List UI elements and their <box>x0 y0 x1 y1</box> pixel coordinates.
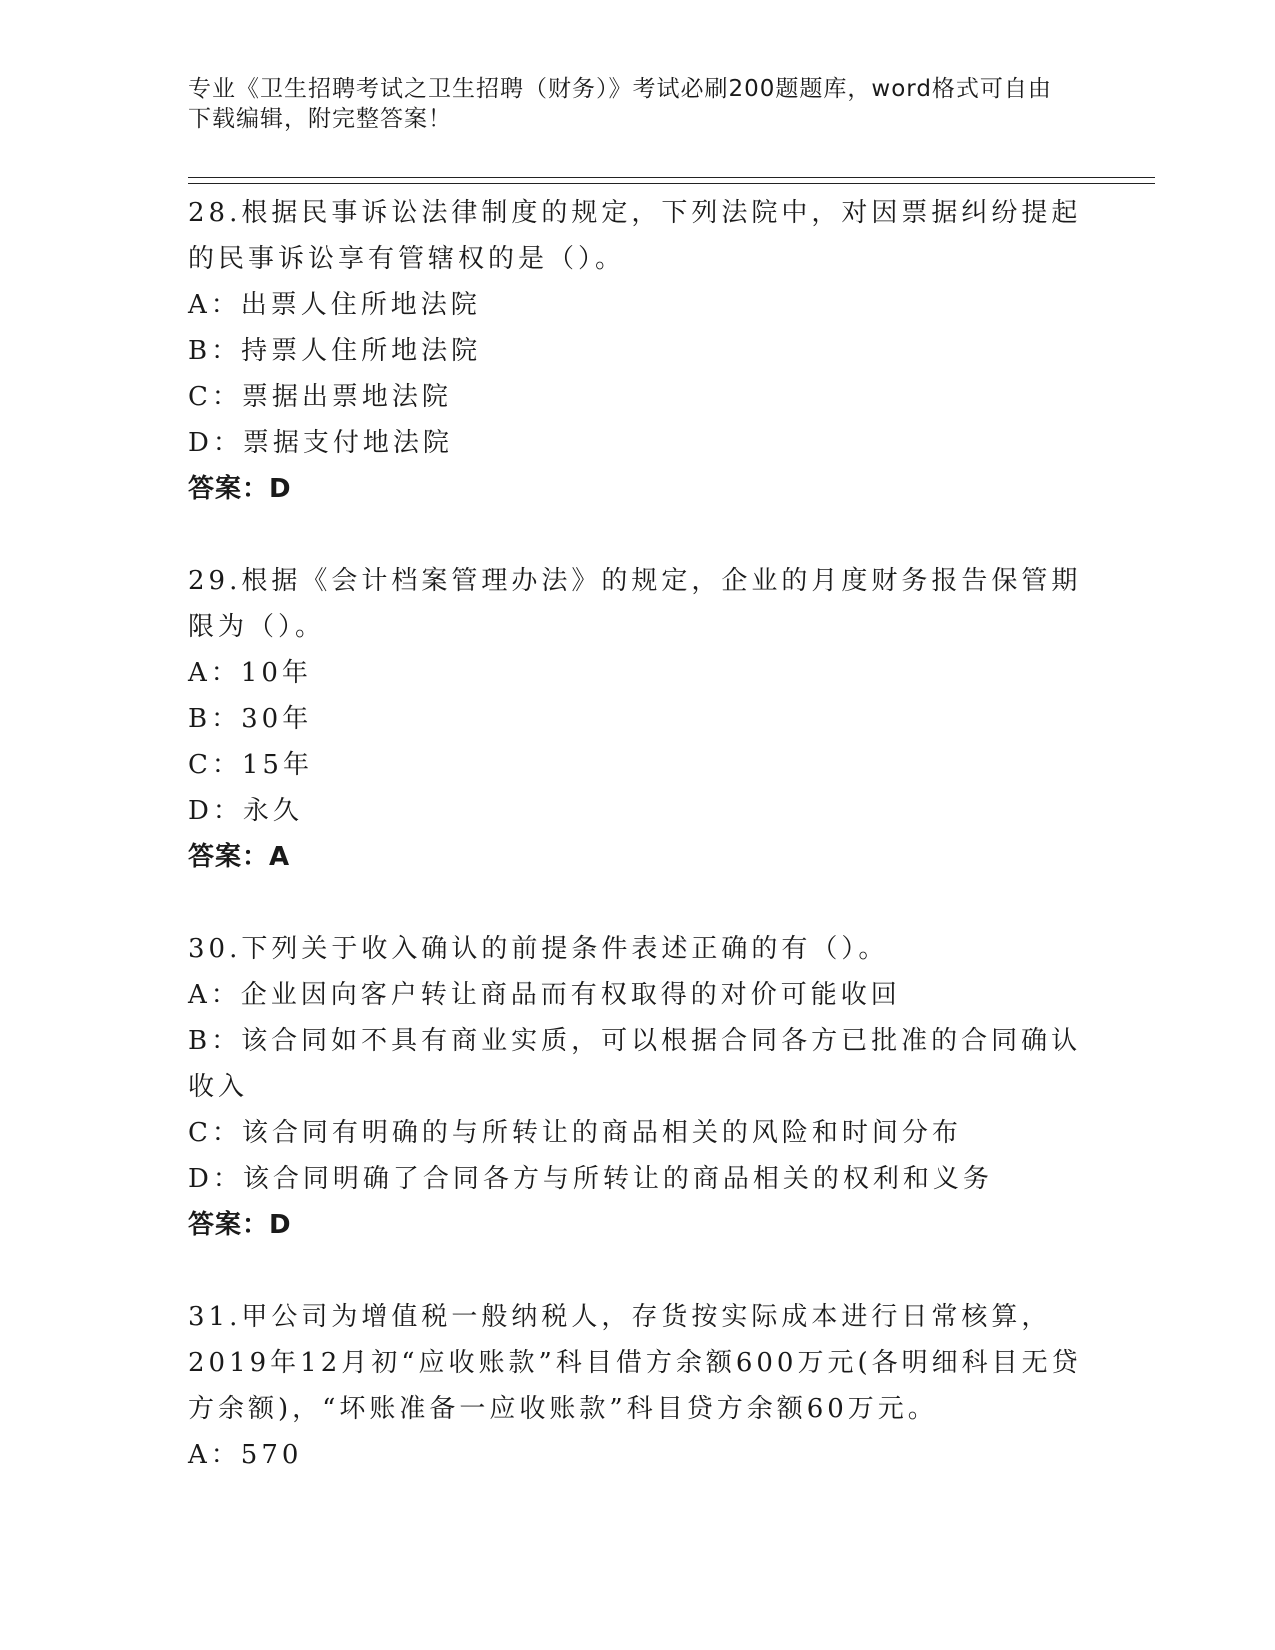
spacer <box>188 1248 1088 1294</box>
option-a: A：企业因向客户转让商品而有权取得的对价可能收回 <box>188 980 901 1010</box>
header-divider-top <box>188 177 1155 178</box>
question-item <box>188 190 1088 512</box>
option-c: C：15年 <box>188 750 313 780</box>
answer-line: 答案：D <box>188 1210 292 1240</box>
question-item <box>188 1294 1088 1478</box>
question-stem: 31.甲公司为增值税一般纳税人，存货按实际成本进行日常核算，2019年12月初“应收账款”科目借方余额600万元(各明细科目无贷方余额)，“坏账准备一应收账款”科目贷方余额60万元。 <box>188 1302 1082 1424</box>
question-item <box>188 926 1088 1248</box>
option-d: D：该合同明确了合同各方与所转让的商品相关的权利和义务 <box>188 1164 993 1194</box>
answer-line: 答案：D <box>188 474 292 504</box>
header-divider-bottom <box>188 183 1155 184</box>
option-c: C：票据出票地法院 <box>188 382 452 412</box>
question-stem: 30.下列关于收入确认的前提条件表述正确的有（）。 <box>188 934 889 964</box>
spacer <box>188 880 1088 926</box>
option-a: A：出票人住所地法院 <box>188 290 481 320</box>
option-c: C：该合同有明确的与所转让的商品相关的风险和时间分布 <box>188 1118 962 1148</box>
question-list <box>188 190 1088 1478</box>
question-stem: 28.根据民事诉讼法律制度的规定，下列法院中，对因票据纠纷提起的民事诉讼享有管辖权的是（）。 <box>188 198 1082 274</box>
question-item <box>188 558 1088 880</box>
option-a: A：10年 <box>188 658 312 688</box>
answer-line: 答案：A <box>188 842 291 872</box>
option-b: B：持票人住所地法院 <box>188 336 482 366</box>
question-stem: 29.根据《会计档案管理办法》的规定，企业的月度财务报告保管期限为（）。 <box>188 566 1082 642</box>
option-b: B：30年 <box>188 704 313 734</box>
option-a: A：570 <box>188 1440 303 1470</box>
option-d: D：票据支付地法院 <box>188 428 453 458</box>
option-b: B：该合同如不具有商业实质，可以根据合同各方已批准的合同确认收入 <box>188 1026 1082 1102</box>
option-d: D：永久 <box>188 796 303 826</box>
spacer <box>188 512 1088 558</box>
page-header: 专业《卫生招聘考试之卫生招聘（财务）》考试必刷200题题库，word格式可自由下载编辑，附完整答案！ <box>188 76 1052 132</box>
